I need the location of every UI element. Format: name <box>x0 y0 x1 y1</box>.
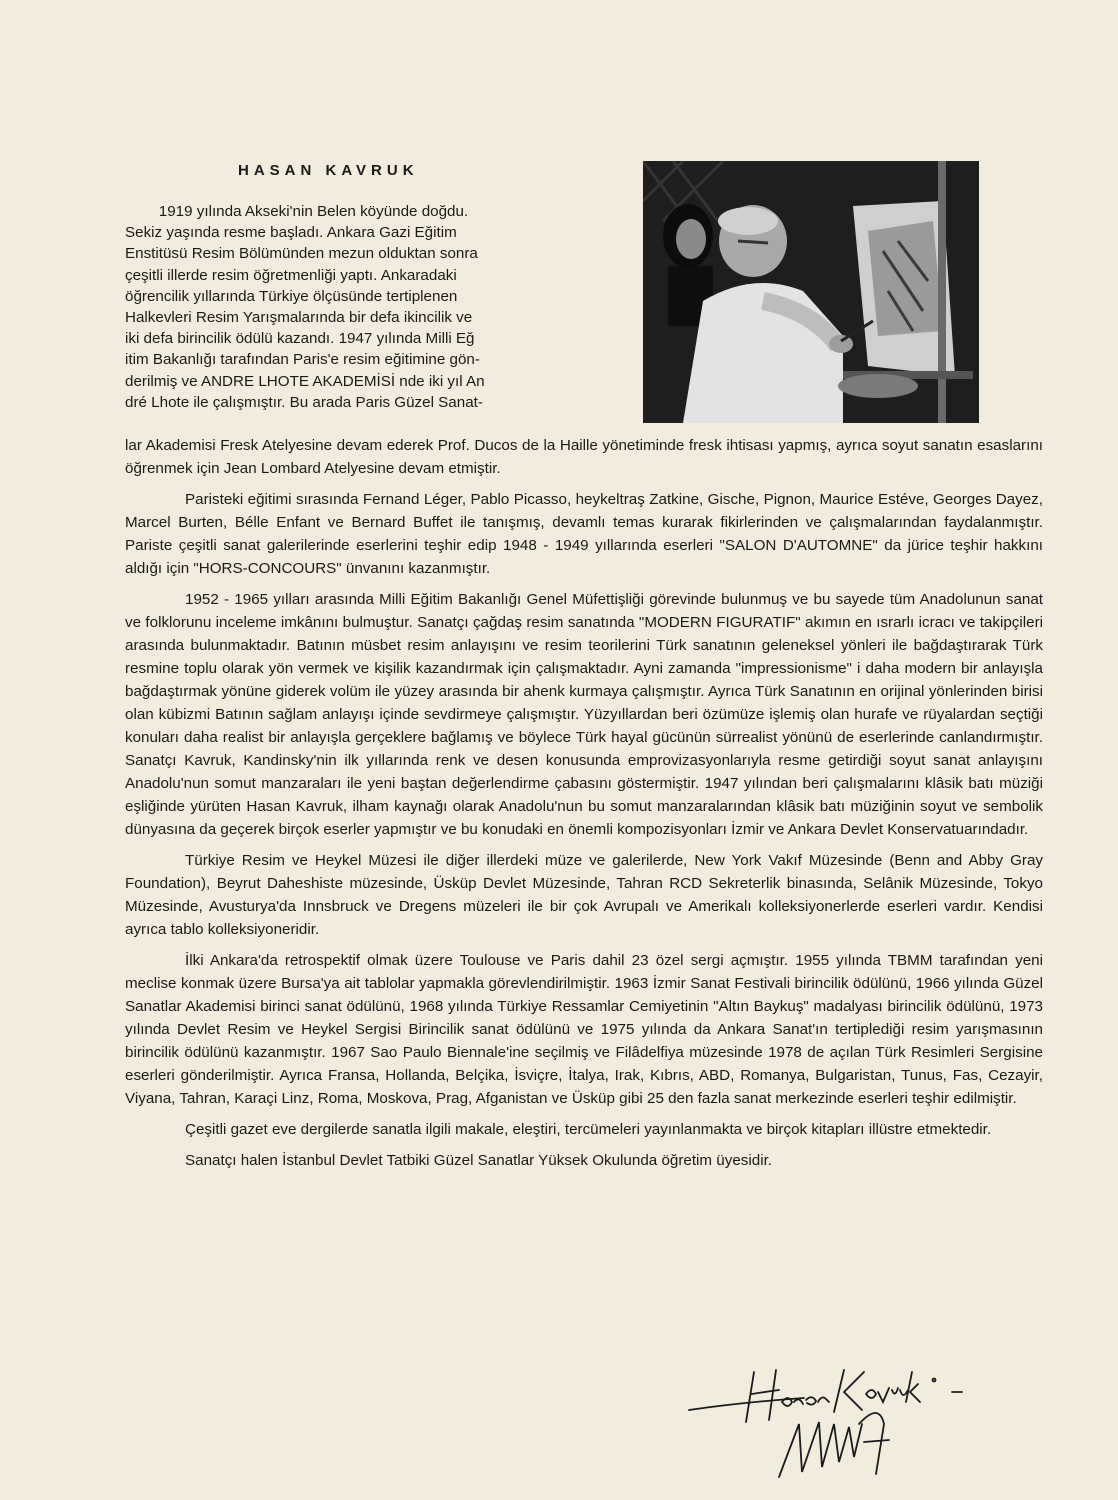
intro-line: 1919 yılında Akseki'nin Belen köyünde doğdu. <box>125 203 469 220</box>
paragraph-exhibitions: İlki Ankara'da retrospektif olmak üzere Toulouse ve Paris dahil 23 özel sergi açmıştır. 1955 yılında TBMM tarafından yeni meclise konmak üzere Bursa'ya ait tablolar yapmakla görevlendirilmiştir. 1963 İzmir Sanat Festivali birincilik ödülünü, 1966 yılında Güzel Sanatlar Akademisi birinci sanat ödülünü, 1968 yılında Türkiye Ressamlar Cemiyetinin "Altın Baykuş" madalyası birincilik ödülünü, 1973 yılında Devlet Resim ve Heykel Sergisi Birincilik sanat ödülünü ve 1975 yılında da Ankara Sanat'ın tertiplediği resim yarışmasının birincilik ödülünü kazanmıştır. 1967 Sao Paulo Biennale'ine seçilmiş ve Filâdelfiya müzesinde 1978 de açılan Türk Resimleri Sergisine eserleri gönderilmiştir. Ayrıca Fransa, Hollanda, Belçika, İsviçre, İtalya, Irak, Kıbrıs, ABD, Romanya, Bulgaristan, Tunus, Fas, Cezayir, Viyana, Tahran, Karaçi Linz, Roma, Moskova, Prag, Afganistan ve Üsküp gibi 25 den fazla sanat merkezinde eserleri teşhir edilmiştir. <box>125 952 1043 1107</box>
artist-photo-image <box>643 161 979 423</box>
signature-image <box>684 1362 984 1482</box>
intro-line: derilmiş ve ANDRE LHOTE AKADEMİSİ nde iki yıl An <box>125 372 485 390</box>
intro-line: dré Lhote ile çalışmıştır. Bu arada Paris Güzel Sanat- <box>125 393 483 411</box>
paragraph-current-position: Sanatçı halen İstanbul Devlet Tatbiki Güzel Sanatlar Yüksek Okulunda öğretim üyesidir. <box>185 1152 773 1169</box>
biography-body <box>125 434 1043 1180</box>
paragraph-collections: Türkiye Resim ve Heykel Müzesi ile diğer illerdeki müze ve galerilerde, New York Vakıf Müzesinde (Benn and Abby Gray Foundation), Beyrut Daheshiste müzesinde, Üsküp Devlet Müzesinde, Tahran RCD Sekreterlik binasında, Selânik Müzesinde, Tokyo Müzesinde, Avusturya'da Innsbruck ve Dregens müzeleri ile bir çok Avrupalı ve Amerikalı kolleksiyonerlerde eserleri vardır. Kendisi ayrıca tablo kolleksiyoneridir. <box>125 852 1043 938</box>
intro-line: Sekiz yaşında resme başladı. Ankara Gazi Eğitim <box>125 224 457 242</box>
paragraph-career: 1952 - 1965 yılları arasında Milli Eğitim Bakanlığı Genel Müfettişliği görevinde bulunmuş ve bu sayede tüm Anadolunun sanat ve folklorunu inceleme imkânını bulmuştur. Sanatçı çağdaş resim sanatında "MODERN FIGURATIF" akımın en ısrarlı icracı ve takipçileri arasında bulunmaktadır. Batının müsbet resim anlayışını ve resim teorilerini Türk sanatının geleneksel yönleri ile bağdaştırarak Türk resmine toplu olarak yön vermek ve kişilik kazandırmak için çalışmaktadır. Ayni zamanda "impressionisme" i daha modern bir anlayışla bağdaştırmak yönüne giderek volüm ile yüzey arasında bir ahenk kurmaya çalışmıştır. Ayrıca Türk Sanatının en orijinal yönlerinden birisi olan kübizmi Batının sağlam anlayışı içinde sevdirmeye çalışmıştır. Yüzyıllardan beri özümüze işlemiş olan hurafe ve rüyalardan seçtiği konuları daha realist bir anlayışla gerçeklere bağlamış ve böylece Türk hayal gücünün sürrealist yönünü de eserlerinde canlandırmıştır. Sanatçı Kavruk, Kandinsky'nin ilk yıllarında renk ve desen konusunda emprovizasyonlarıyla resme getirdiği soyut sanat anlayışını Anadolu'nun somut manzaraları ile yeni baştan değerlendirme çabasını göstermiştir. 1947 yılından beri çalışmalarını klâsik batı müziği eşliğinde yürüten Hasan Kavruk, ilham kaynağı olarak Anadolu'nun bu somut manzaralarından klâsik batı müziğinin soyut ve sembolik dünyasına da geçerek birçok eserler yapmıştır ve bu konudaki en önemli kompozisyonları İzmir ve Ankara Devlet Konservatuarındadır. <box>125 591 1043 838</box>
intro-line: Enstitüsü Resim Bölümünden mezun olduktan sonra <box>125 245 478 263</box>
paragraph-education-cont: lar Akademisi Fresk Atelyesine devam ederek Prof. Ducos de la Haille yönetiminde fresk ihtisası yapmış, ayrıca soyut sanatın esaslarını öğrenmek için Jean Lombard Atelyesine devam etmiştir. <box>125 437 1043 477</box>
handwritten-signature <box>684 1362 984 1482</box>
page-title: HASAN KAVRUK <box>238 162 419 179</box>
paragraph-publications: Çeşitli gazet eve dergilerde sanatla ilgili makale, eleştiri, tercümeleri yayınlanmakta ve birçok kitapları illüstre etmektedir. <box>185 1121 992 1138</box>
intro-line: Halkevleri Resim Yarışmalarında bir defa ikincilik ve <box>125 309 473 327</box>
intro-line: iki defa birincilik ödülü kazandı. 1947 yılında Milli Eğ <box>125 330 475 348</box>
intro-column <box>125 201 585 413</box>
artist-photo <box>643 161 979 423</box>
intro-line: itim Bakanlığı tarafından Paris'e resim eğitimine gön- <box>125 351 480 369</box>
paragraph-paris: Paristeki eğitimi sırasında Fernand Léger, Pablo Picasso, heykeltraş Zatkine, Gische, Pignon, Maurice Estéve, Georges Dayez, Marcel Burten, Bélle Enfant ve Bernard Buffet ile tanışmış, devamlı temas kurarak fikirlerinden ve çalışmalarından faydalanmıştır. Pariste çeşitli sanat galerilerinde eserlerini teşhir edip 1948 - 1949 yıllarında eserleri "SALON D'AUTOMNE" da jürice teşhir hakkını aldığı için "HORS-CONCOURS" ünvanını kazanmıştır. <box>125 491 1043 577</box>
intro-line: öğrencilik yıllarında Türkiye ölçüsünde tertiplenen <box>125 287 458 305</box>
intro-line: çeşitli illerde resim öğretmenliği yaptı. Ankaradaki <box>125 266 457 284</box>
